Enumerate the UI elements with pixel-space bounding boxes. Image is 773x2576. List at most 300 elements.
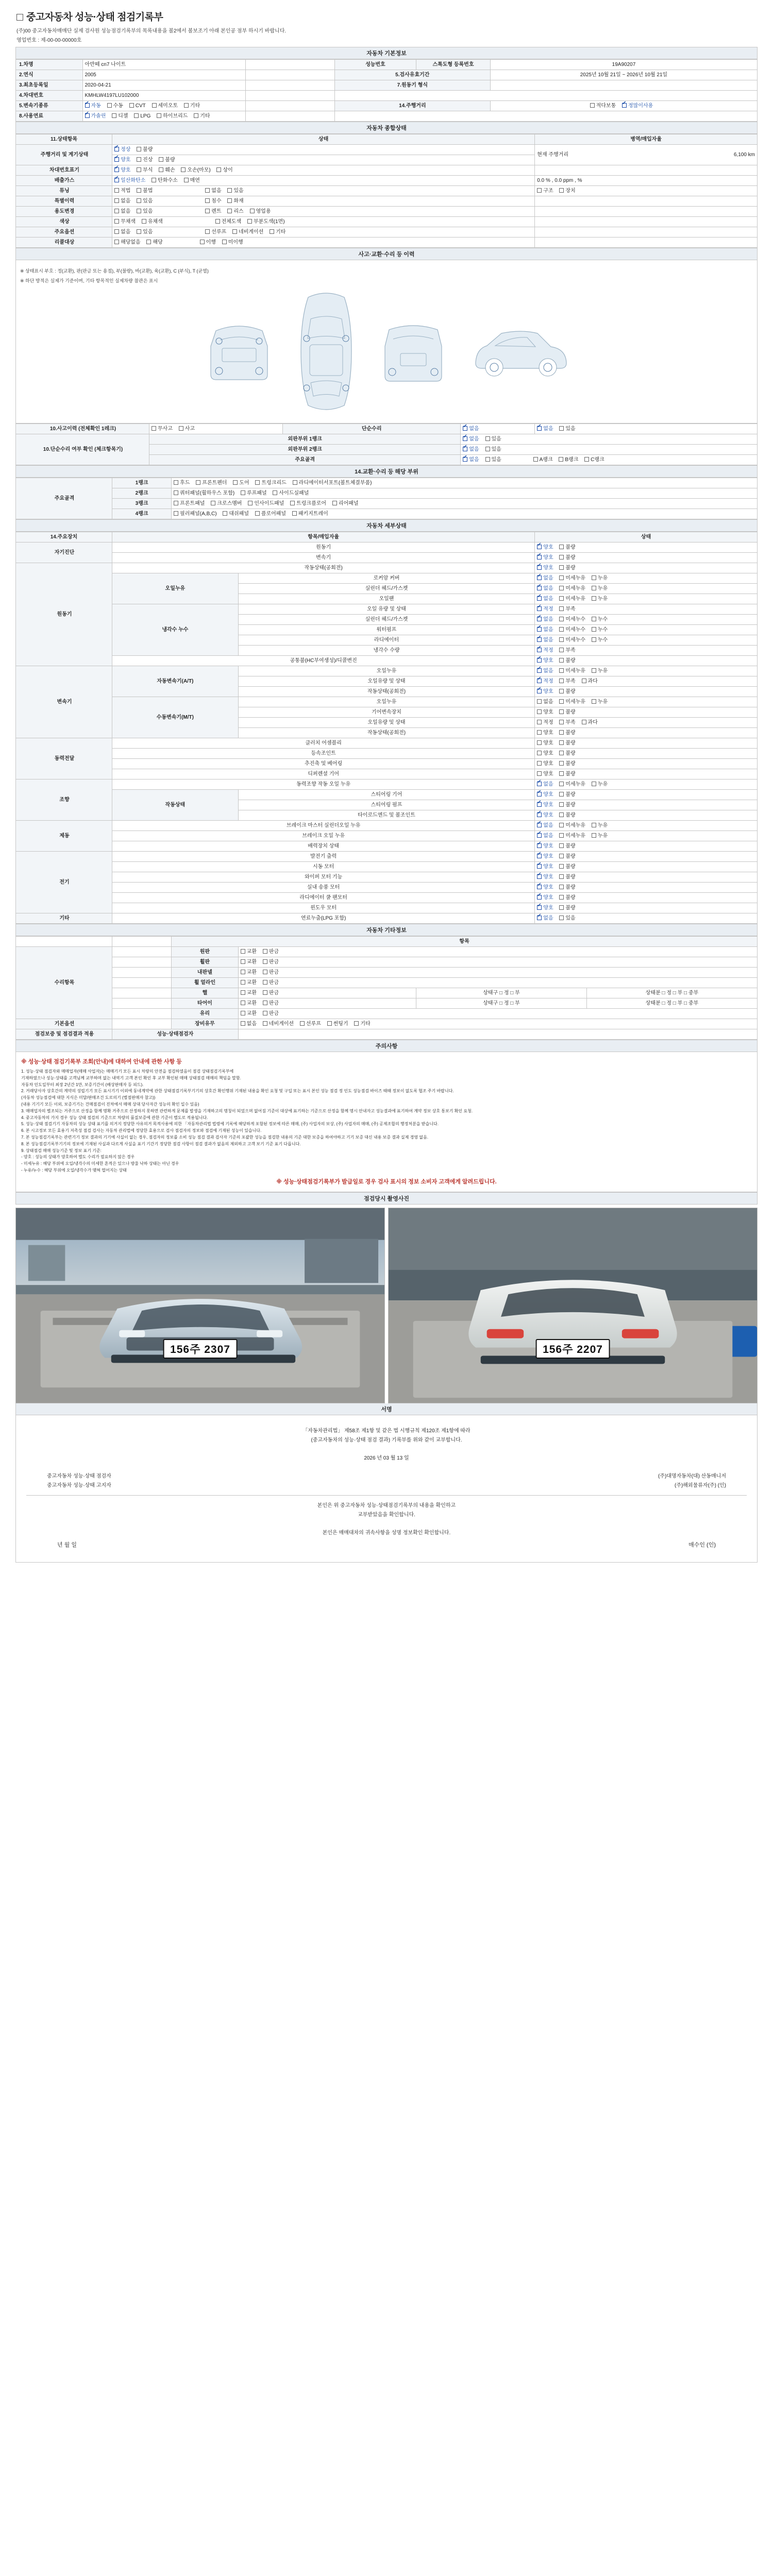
opt-frame-yes[interactable]: 있음 bbox=[485, 456, 501, 464]
opt-micro-leak[interactable]: 미세누수 bbox=[559, 636, 585, 644]
opt-fire[interactable]: 화재 bbox=[227, 197, 243, 205]
opt-bad[interactable]: 불량 bbox=[559, 544, 575, 551]
photo-rear bbox=[388, 1208, 758, 1403]
table-row bbox=[16, 434, 758, 445]
opt-right-none[interactable]: ✔ 없음 bbox=[537, 425, 553, 433]
table-row bbox=[16, 1029, 758, 1040]
opts-cv-joint[interactable] bbox=[535, 749, 758, 759]
opt-outer2-yes[interactable]: 있음 bbox=[485, 446, 501, 453]
opt-sheetmetal[interactable]: 판금 bbox=[263, 1010, 279, 1018]
value-reg-no: 19A90207 bbox=[490, 60, 757, 70]
opt-bad[interactable]: 불량 bbox=[559, 791, 575, 799]
opts-simple-repair[interactable] bbox=[461, 424, 535, 434]
opts-outer-rank1[interactable] bbox=[461, 434, 758, 445]
opt-vin-good[interactable]: ✔ 양호 bbox=[114, 166, 130, 174]
opt-bad[interactable]: 불량 bbox=[559, 842, 575, 850]
opt-recall-done[interactable]: 이행 bbox=[200, 239, 216, 246]
page-title: 중고자동차 성능·상태 점검기록부 bbox=[16, 9, 758, 23]
opts-booster[interactable] bbox=[535, 841, 758, 852]
opt-good[interactable]: ✔ 양호 bbox=[537, 554, 553, 562]
sig-notifier-label: 중고자동차 성능·상태 고지자 bbox=[47, 1482, 111, 1488]
opt-low[interactable]: 부족 bbox=[559, 677, 575, 685]
opt-achromatic[interactable]: 무채색 bbox=[114, 218, 136, 226]
item-blower-motor: 실내 송풍 모터 bbox=[112, 883, 535, 893]
part-hood[interactable]: 후드 bbox=[174, 479, 190, 487]
opt-partial-paint[interactable]: 부분도색(1면) bbox=[247, 218, 285, 226]
opt-etc[interactable]: 기타 bbox=[270, 228, 285, 236]
opts-main-frame[interactable] bbox=[461, 455, 758, 465]
opts-master-cylinder[interactable] bbox=[535, 821, 758, 831]
opt-yes[interactable]: 있음 bbox=[559, 914, 575, 922]
item-rocker-cover: 로커암 커버 bbox=[238, 573, 535, 584]
opt-none[interactable]: ✔ 없음 bbox=[537, 574, 553, 582]
opt-worn[interactable]: 진상 bbox=[137, 156, 153, 164]
header-company: 영업번호 : 제-00-00-00000호 bbox=[16, 38, 82, 43]
wheel-extra-1[interactable]: 상태구 □ 정 □ 부 bbox=[416, 988, 587, 998]
part-side-sill[interactable]: 사이드실패널 bbox=[273, 489, 309, 497]
opt-none[interactable]: ✔ 없음 bbox=[537, 626, 553, 634]
opt-proper[interactable]: ✔ 적정 bbox=[537, 677, 553, 685]
opt-sheetmetal[interactable]: 판금 bbox=[263, 958, 279, 966]
blank-cell bbox=[112, 968, 172, 978]
col-item-name: 항목/매입자율 bbox=[112, 532, 535, 543]
opt-leak[interactable]: 누유 bbox=[592, 585, 608, 592]
opt-semiauto[interactable]: 세미오토 bbox=[152, 102, 178, 110]
group-base-options: 기본옵션 bbox=[16, 1019, 112, 1029]
opt-bad[interactable]: 불량 bbox=[559, 884, 575, 891]
opt-recall-pending[interactable]: 미이행 bbox=[222, 239, 243, 246]
opts-steering-gear[interactable] bbox=[535, 790, 758, 800]
opt-sheetmetal[interactable]: 판금 bbox=[263, 999, 279, 1007]
table-row bbox=[16, 893, 758, 903]
opt-bad[interactable]: 불량 bbox=[559, 904, 575, 912]
opt-micro-leak[interactable]: 미세누유 bbox=[559, 667, 585, 675]
opt-bad[interactable]: 불량 bbox=[559, 688, 575, 696]
car-diagram bbox=[16, 285, 757, 416]
opt-none[interactable]: ✔ 없음 bbox=[537, 595, 553, 603]
opt-good[interactable]: ✔ 양호 bbox=[537, 544, 553, 551]
opts-inner-panel[interactable] bbox=[238, 968, 757, 978]
opt-chromatic[interactable]: 유채색 bbox=[142, 218, 163, 226]
opt-leak[interactable]: 누유 bbox=[592, 667, 608, 675]
part-door[interactable]: 도어 bbox=[233, 479, 249, 487]
opts-oil-level[interactable] bbox=[535, 604, 758, 615]
opts-coolant-level[interactable] bbox=[535, 646, 758, 656]
opt-good[interactable]: 양호 bbox=[537, 739, 553, 747]
opt-special-none[interactable]: 없음 bbox=[114, 197, 130, 205]
col-state: 상태 bbox=[112, 134, 535, 145]
part-trunk-floor[interactable]: 트렁크플로어 bbox=[290, 500, 326, 507]
opt-mileage-high[interactable]: ✔ 정많이사용 bbox=[622, 102, 653, 110]
opt-exchange[interactable]: 교환 bbox=[241, 958, 257, 966]
opts-clutch[interactable] bbox=[535, 738, 758, 749]
opt-tuning-illegal[interactable]: 불법 bbox=[137, 187, 153, 195]
opt-etc[interactable]: 기타 bbox=[354, 1020, 370, 1028]
opts-engine-diag[interactable] bbox=[535, 543, 758, 553]
item-glass: 유리 bbox=[172, 1009, 239, 1019]
opt-good[interactable]: ✔ 양호 bbox=[537, 884, 553, 891]
opt-micro-leak[interactable]: 미세누수 bbox=[559, 616, 585, 623]
opts-window-motor[interactable] bbox=[535, 903, 758, 913]
opt-bad2[interactable]: 불량 bbox=[159, 156, 175, 164]
opt-gasoline[interactable]: ✔ 가솔린 bbox=[85, 112, 106, 120]
part-rear-panel[interactable]: 리어패널 bbox=[332, 500, 359, 507]
opt-exchange[interactable]: 교환 bbox=[241, 948, 257, 956]
item-transmission: 변속기 bbox=[112, 553, 535, 563]
opt-lpg[interactable]: LPG bbox=[134, 112, 150, 120]
part-quarter-panel[interactable]: 쿼터패널(휠하우스 포함) bbox=[174, 489, 234, 497]
opt-proper[interactable]: 적정 bbox=[537, 719, 553, 726]
sig-confirm-1: 본인은 위 중고자동차 성능·상태점검기록부의 내용을 확인하고 bbox=[317, 1502, 456, 1509]
opt-good[interactable]: ✔ 양호 bbox=[537, 791, 553, 799]
license-plate-front: 156주 2307 bbox=[163, 1339, 238, 1359]
opts-idle-state[interactable] bbox=[535, 563, 758, 573]
opts-mileage[interactable] bbox=[490, 101, 757, 111]
opt-repair-none[interactable]: ✔ 없음 bbox=[463, 425, 479, 433]
opt-over[interactable]: 과다 bbox=[582, 677, 598, 685]
opt-micro-leak[interactable]: 미세누유 bbox=[559, 832, 585, 840]
opt-business[interactable]: 영업용 bbox=[250, 208, 271, 215]
opt-micro-leak[interactable]: 미세누유 bbox=[559, 698, 585, 706]
opts-wheel-align[interactable] bbox=[238, 978, 757, 988]
opts-alternator[interactable] bbox=[535, 852, 758, 862]
opt-leak[interactable]: 누수 bbox=[592, 626, 608, 634]
opts-glass[interactable] bbox=[238, 1009, 757, 1019]
opts-radiator-fan-motor[interactable] bbox=[535, 893, 758, 903]
opt-bad[interactable]: 불량 bbox=[559, 801, 575, 809]
opt-bad[interactable]: 불량 bbox=[559, 750, 575, 757]
opts-differential[interactable] bbox=[535, 769, 758, 779]
opt-bad[interactable]: 불량 bbox=[559, 657, 575, 665]
opts-wheel-panel[interactable] bbox=[238, 957, 757, 968]
opt-manual[interactable]: 수동 bbox=[107, 102, 123, 110]
opts-common-rail[interactable] bbox=[535, 656, 758, 666]
opts-tuning-kind[interactable] bbox=[535, 186, 758, 196]
opts-color[interactable] bbox=[112, 217, 535, 227]
opt-micro-leak[interactable]: 미세누유 bbox=[559, 595, 585, 603]
opts-brake-oil-leak[interactable] bbox=[535, 831, 758, 841]
part-dash-panel[interactable]: 대쉬패널 bbox=[223, 510, 249, 518]
opts-fuel-leak[interactable] bbox=[535, 913, 758, 924]
opt-good[interactable]: ✔ 양호 bbox=[537, 873, 553, 881]
opt-good[interactable]: ✔ 양호 bbox=[537, 688, 553, 696]
opts-accident-right[interactable] bbox=[535, 424, 758, 434]
opts-fuel[interactable] bbox=[82, 111, 246, 122]
opt-good[interactable]: ✔ 양호 bbox=[537, 811, 553, 819]
opt-good[interactable]: ✔ 양호 bbox=[537, 904, 553, 912]
item-at-oil-level: 오일유량 및 상태 bbox=[238, 676, 535, 687]
part-radiator-support[interactable]: 라디에이터서포트(볼트체결부품) bbox=[293, 479, 372, 487]
opt-outer1-none[interactable]: ✔ 없음 bbox=[463, 435, 479, 443]
opts-tie-rod[interactable] bbox=[535, 810, 758, 821]
opt-outer1-yes[interactable]: 있음 bbox=[485, 435, 501, 443]
opt-leak[interactable]: 누유 bbox=[592, 822, 608, 829]
tire-extra-1[interactable]: 상태구 □ 정 □ 부 bbox=[416, 998, 587, 1009]
opt-usage-yes[interactable]: 있음 bbox=[137, 208, 153, 215]
opt-bad[interactable]: 불량 bbox=[137, 146, 153, 154]
opt-options-none[interactable]: 없음 bbox=[114, 228, 130, 236]
opt-no-accident[interactable]: 무사고 bbox=[152, 425, 173, 433]
opt-right-yes[interactable]: 있음 bbox=[559, 425, 575, 433]
opt-flood[interactable]: 침수 bbox=[205, 197, 221, 205]
note-line: 9. 상태점검 매매 성능기준 및 정보 표기 기준: bbox=[21, 1148, 102, 1153]
opts-odometer[interactable] bbox=[112, 145, 535, 155]
item-mt-oil-leak: 오일누유 bbox=[238, 697, 535, 707]
opt-rank-b[interactable]: B랭크 bbox=[559, 456, 578, 464]
opts-tire[interactable] bbox=[238, 998, 416, 1009]
part-inside-panel[interactable]: 인사이드패널 bbox=[248, 500, 284, 507]
opt-leak[interactable]: 누수 bbox=[592, 636, 608, 644]
opt-good[interactable]: ✔ 양호 bbox=[537, 657, 553, 665]
opt-exchange[interactable]: 교환 bbox=[241, 999, 257, 1007]
opt-hc[interactable]: 탄화수소 bbox=[152, 177, 178, 184]
opts-blower-motor[interactable] bbox=[535, 883, 758, 893]
opts-oil-pan[interactable] bbox=[535, 594, 758, 604]
opt-lease[interactable]: 리스 bbox=[227, 208, 243, 215]
opt-good[interactable]: 양호 bbox=[537, 750, 553, 757]
opts-recall[interactable] bbox=[112, 238, 535, 248]
opt-none[interactable]: ✔ 없음 bbox=[537, 822, 553, 829]
opts-water-pump[interactable] bbox=[535, 625, 758, 635]
item-window-motor: 윈도우 모터 bbox=[112, 903, 535, 913]
opt-good[interactable]: ✔ 양호 bbox=[537, 801, 553, 809]
opts-power-steering-leak[interactable] bbox=[535, 779, 758, 790]
opt-recall-na[interactable]: 해당없음 bbox=[114, 239, 141, 246]
opt-auto[interactable]: ✔ 자동 bbox=[85, 102, 101, 110]
opt-exchange[interactable]: 교환 bbox=[241, 1010, 257, 1018]
opt-fuel-other[interactable]: 기타 bbox=[194, 112, 210, 120]
opt-bad[interactable]: 불량 bbox=[559, 811, 575, 819]
table-row bbox=[16, 1009, 758, 1019]
opts-starter[interactable] bbox=[535, 862, 758, 872]
opt-leak[interactable]: 누유 bbox=[592, 574, 608, 582]
opts-mt-oil-leak[interactable] bbox=[535, 697, 758, 707]
opt-good[interactable]: ✔ 양호 bbox=[537, 842, 553, 850]
opt-other[interactable]: 기타 bbox=[184, 102, 200, 110]
opts-transmission[interactable] bbox=[82, 101, 246, 111]
opt-none[interactable]: ✔ 없음 bbox=[537, 616, 553, 623]
opt-none[interactable]: ✔ 없음 bbox=[537, 585, 553, 592]
opts-special[interactable] bbox=[112, 196, 535, 207]
opts-vin-mark[interactable] bbox=[112, 165, 535, 176]
opt-exchange[interactable]: 교환 bbox=[241, 989, 257, 997]
opts-outer-panel[interactable] bbox=[238, 947, 757, 957]
opt-normal[interactable]: ✔정상 bbox=[114, 146, 130, 154]
wheel-extra-2[interactable]: 상태분 □ 정 □ 부 □ 중부 bbox=[587, 988, 758, 998]
opts-mt-operation[interactable] bbox=[535, 728, 758, 738]
opt-tuning-none[interactable]: 없음 bbox=[205, 187, 221, 195]
opt-proper[interactable]: ✔ 적정 bbox=[537, 647, 553, 654]
opt-micro-leak[interactable]: 미세누수 bbox=[559, 626, 585, 634]
opt-vin-diff[interactable]: 상이 bbox=[216, 166, 232, 174]
opts-propeller-shaft[interactable] bbox=[535, 759, 758, 769]
opt-special-yes[interactable]: 있음 bbox=[137, 197, 153, 205]
opt-bad[interactable]: 불량 bbox=[559, 863, 575, 871]
opts-tuning[interactable] bbox=[112, 186, 535, 196]
parts-rank1[interactable] bbox=[172, 478, 758, 488]
opt-good[interactable]: 양호 bbox=[537, 770, 553, 778]
opt-bad[interactable]: 불량 bbox=[559, 729, 575, 737]
opt-leak[interactable]: 누유 bbox=[592, 698, 608, 706]
opt-exchange[interactable]: 교환 bbox=[241, 979, 257, 987]
tire-extra-2[interactable]: 상태분 □ 정 □ 부 □ 중부 bbox=[587, 998, 758, 1009]
opts-gear-shift[interactable] bbox=[535, 707, 758, 718]
opt-navigation[interactable]: 네비게이션 bbox=[232, 228, 263, 236]
part-package-tray[interactable]: 패키지트레이 bbox=[292, 510, 328, 518]
opt-good[interactable]: ✔ 양호 bbox=[537, 564, 553, 572]
opt-leak[interactable]: 누유 bbox=[592, 595, 608, 603]
opt-recall-yes[interactable]: 해당 bbox=[146, 239, 162, 246]
opt-leak[interactable]: 누유 bbox=[592, 781, 608, 788]
opt-bad[interactable]: 불량 bbox=[559, 554, 575, 562]
other-info-table bbox=[15, 936, 758, 1040]
opt-bad[interactable]: 불량 bbox=[559, 564, 575, 572]
opt-frame-none[interactable]: ✔ 없음 bbox=[463, 456, 479, 464]
opt-none[interactable]: ✔ 없음 bbox=[537, 914, 553, 922]
opt-diesel[interactable]: 디젤 bbox=[112, 112, 128, 120]
opt-sheetmetal[interactable]: 판금 bbox=[263, 989, 279, 997]
opts-at-operation[interactable] bbox=[535, 687, 758, 697]
opt-leak[interactable]: 누수 bbox=[592, 616, 608, 623]
opts-options[interactable] bbox=[112, 227, 535, 238]
opt-good[interactable]: ✔양호 bbox=[114, 156, 130, 164]
opt-bad[interactable]: 불량 bbox=[559, 770, 575, 778]
opt-rank-c[interactable]: C랭크 bbox=[584, 456, 604, 464]
opt-micro-leak[interactable]: 미세누유 bbox=[559, 585, 585, 592]
notes-panel bbox=[15, 1052, 758, 1192]
opt-exchange[interactable]: 교환 bbox=[241, 969, 257, 976]
opts-wiper-motor[interactable] bbox=[535, 872, 758, 883]
opt-cvt[interactable]: CVT bbox=[129, 102, 146, 110]
part-trunk-lid[interactable]: 트렁크리드 bbox=[255, 479, 286, 487]
opt-structure[interactable]: 구조 bbox=[537, 187, 553, 195]
opt-bad[interactable]: 불량 bbox=[559, 760, 575, 768]
opt-sheetmetal[interactable]: 판금 bbox=[263, 969, 279, 976]
part-roof-panel[interactable]: 루프패널 bbox=[241, 489, 267, 497]
title-checkbox[interactable] bbox=[16, 14, 23, 21]
opt-good[interactable]: ✔ 양호 bbox=[537, 853, 553, 860]
part-cross-member[interactable]: 크로스멤버 bbox=[211, 500, 242, 507]
opt-navigation[interactable]: 네비게이션 bbox=[263, 1020, 294, 1028]
opt-tinting[interactable]: 썬팅기 bbox=[327, 1020, 348, 1028]
opt-proper[interactable]: ✔ 적정 bbox=[537, 605, 553, 613]
opt-usage-none[interactable]: 없음 bbox=[114, 208, 130, 215]
opt-vin-corrode[interactable]: 부식 bbox=[137, 166, 153, 174]
opt-none[interactable]: 없음 bbox=[537, 698, 553, 706]
opt-bad[interactable]: 불량 bbox=[559, 739, 575, 747]
table-row bbox=[16, 499, 758, 509]
opts-usage[interactable] bbox=[112, 207, 535, 217]
opts-accident[interactable] bbox=[149, 424, 283, 434]
opts-at-oil-leak[interactable] bbox=[535, 666, 758, 676]
part-front-fender[interactable]: 프론트펜더 bbox=[196, 479, 227, 487]
opt-good[interactable]: ✔ 양호 bbox=[537, 863, 553, 871]
opt-low[interactable]: 부족 bbox=[559, 647, 575, 654]
row-label-recall: 리콜대상 bbox=[16, 238, 112, 248]
opt-sunroof[interactable]: 선루프 bbox=[205, 228, 226, 236]
opt-vin-damage[interactable]: 훼손 bbox=[159, 166, 175, 174]
opts-radiator[interactable] bbox=[535, 635, 758, 646]
opts-odometer2[interactable] bbox=[112, 155, 535, 165]
opt-sheetmetal[interactable]: 판금 bbox=[263, 948, 279, 956]
opts-at-oil-level[interactable] bbox=[535, 676, 758, 687]
opt-smoke[interactable]: 매연 bbox=[184, 177, 200, 184]
opt-leak[interactable]: 누유 bbox=[592, 832, 608, 840]
parts-rank3[interactable] bbox=[172, 499, 758, 509]
opts-emission[interactable] bbox=[112, 176, 535, 186]
opt-over[interactable]: 과다 bbox=[582, 719, 598, 726]
label-accident-history: 10.사고이력 (전체확인 1레크) bbox=[16, 424, 149, 434]
opt-device[interactable]: 장치 bbox=[559, 187, 575, 195]
opt-options-yes[interactable]: 있음 bbox=[137, 228, 153, 236]
opt-bad[interactable]: 불량 bbox=[559, 853, 575, 860]
opt-bad[interactable]: 불량 bbox=[559, 873, 575, 881]
opt-rank-a[interactable]: A랭크 bbox=[533, 456, 553, 464]
opt-full-paint[interactable]: 전체도색 bbox=[215, 218, 242, 226]
table-row bbox=[16, 186, 758, 196]
opt-bad[interactable]: 불량 bbox=[559, 894, 575, 902]
row-label-usage: 용도변경 bbox=[16, 207, 112, 217]
part-front-panel[interactable]: 프론트패널 bbox=[174, 500, 205, 507]
opts-mt-oil-level[interactable] bbox=[535, 718, 758, 728]
opts-head-gasket-coolant[interactable] bbox=[535, 615, 758, 625]
opt-micro-leak[interactable]: 미세누유 bbox=[559, 574, 585, 582]
opt-micro-leak[interactable]: 미세누유 bbox=[559, 781, 585, 788]
parts-rank2[interactable] bbox=[172, 488, 758, 499]
blank-cell bbox=[112, 1009, 172, 1019]
basic-info-table bbox=[15, 59, 758, 122]
opt-rent[interactable]: 렌트 bbox=[205, 208, 221, 215]
opt-tuning-legal[interactable]: 적법 bbox=[114, 187, 130, 195]
opt-low[interactable]: 부족 bbox=[559, 605, 575, 613]
opt-none[interactable]: ✔ 없음 bbox=[537, 832, 553, 840]
part-floor-panel[interactable]: 플로어패널 bbox=[255, 510, 286, 518]
opts-outer-rank2[interactable] bbox=[461, 445, 758, 455]
opt-none[interactable]: ✔ 없음 bbox=[537, 667, 553, 675]
opt-co[interactable]: ✔ 일산화탄소 bbox=[114, 177, 145, 184]
opts-rocker-cover[interactable] bbox=[535, 573, 758, 584]
sig-date-blank: 년 월 일 bbox=[57, 1541, 77, 1548]
opt-tuning-yes[interactable]: 있음 bbox=[227, 187, 243, 195]
opt-micro-leak[interactable]: 미세누유 bbox=[559, 822, 585, 829]
opt-outer2-none[interactable]: ✔ 없음 bbox=[463, 446, 479, 453]
opts-cylinder-head[interactable] bbox=[535, 584, 758, 594]
opt-good[interactable]: ✔ 양호 bbox=[537, 894, 553, 902]
opt-none[interactable]: ✔ 없음 bbox=[537, 636, 553, 644]
opt-good[interactable]: 양호 bbox=[537, 760, 553, 768]
opts-equipment[interactable] bbox=[238, 1019, 757, 1029]
opts-trans-diag[interactable] bbox=[535, 553, 758, 563]
part-pillar-panel[interactable]: 필러패널(A,B,C) bbox=[174, 510, 216, 518]
opt-hybrid[interactable]: 하이브리드 bbox=[157, 112, 188, 120]
opt-low[interactable]: 부족 bbox=[559, 719, 575, 726]
opts-wheel[interactable] bbox=[238, 988, 416, 998]
opt-vin-worn[interactable]: 오손(마모) bbox=[181, 166, 210, 174]
opt-sunroof[interactable]: 선루프 bbox=[300, 1020, 321, 1028]
opt-none[interactable]: ✔ 없음 bbox=[537, 781, 553, 788]
opts-steering-pump[interactable] bbox=[535, 800, 758, 810]
blank-cell bbox=[112, 978, 172, 988]
opt-sheetmetal[interactable]: 판금 bbox=[263, 979, 279, 987]
opt-none[interactable]: 없음 bbox=[241, 1020, 257, 1028]
opt-mileage-low[interactable]: 적다보통 bbox=[590, 102, 616, 110]
opt-accident[interactable]: 사고 bbox=[179, 425, 195, 433]
opt-good[interactable]: 양호 bbox=[537, 729, 553, 737]
table-header-row bbox=[16, 937, 758, 947]
opt-good[interactable]: 양호 bbox=[537, 708, 553, 716]
parts-rank4[interactable] bbox=[172, 509, 758, 519]
opt-bad[interactable]: 불량 bbox=[559, 708, 575, 716]
